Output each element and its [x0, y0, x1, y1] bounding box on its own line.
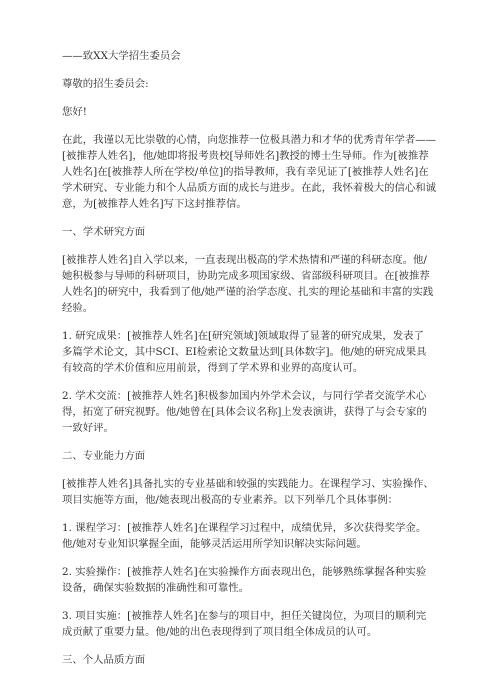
- project-paragraph: [62, 608, 436, 640]
- text-line: 多篇学术论文，其中SCI、EI检索论文数量达到[具体数字]。他/她的研究成果具: [62, 346, 427, 358]
- text-line: 学术研究、专业能力和个人品质方面的成长与进步。在此，我怀着极大的信心和诚: [62, 182, 437, 194]
- research-results-paragraph: [62, 328, 436, 376]
- text-line: [被推荐人姓名]自入学以来，一直表现出极高的学术热情和严谨的科研态度。他/: [62, 254, 427, 266]
- text-line: 意，为[被推荐人姓名]写下这封推荐信。: [62, 198, 247, 210]
- intro-paragraph: [62, 132, 436, 212]
- text-line: [被推荐人姓名]，他/她即将报考贵校[导师姓名]教授的博士生导师。作为[被推荐: [62, 150, 429, 162]
- lab-work-paragraph: [62, 564, 436, 596]
- text-line: 有较高的学术价值和应用前景，得到了学术界和业界的高度认可。: [62, 362, 364, 374]
- text-line: 1. 研究成果：[被推荐人姓名]在[研究领域]领域取得了显著的研究成果，发表了: [62, 330, 424, 342]
- text-line: 设备，确保实验数据的准确性和可靠性。: [62, 582, 250, 594]
- salutation: 尊敬的招生委员会:: [62, 78, 149, 90]
- academic-paragraph: [62, 252, 436, 316]
- section-heading-professional: 二、专业能力方面: [62, 450, 146, 462]
- text-line: 成贡献了重要力量。他/她的出色表现得到了项目组全体成员的认可。: [62, 626, 378, 638]
- letter-body: [62, 48, 436, 680]
- text-line: 得，拓宽了研究视野。他/她曾在[具体会议名称]上发表演讲，获得了与会专家的: [62, 406, 427, 418]
- text-line: [被推荐人姓名]具备扎实的专业基础和较强的实践能力。在课程学习、实验操作、: [62, 478, 434, 490]
- text-line: 她积极参与导师的科研项目，协助完成多项国家级、省部级科研项目。在[被推荐: [62, 270, 430, 282]
- text-line: 一致好评。: [62, 422, 114, 434]
- coursework-paragraph: [62, 520, 436, 552]
- text-line: 3. 项目实施：[被推荐人姓名]在参与的项目中，担任关键岗位，为项目的顺利完: [62, 610, 427, 622]
- section-heading-personal: 三、个人品质方面: [62, 654, 146, 666]
- text-line: 在此，我谨以无比崇敬的心情，向您推荐一位极具潜力和才华的优秀青年学者——: [62, 134, 437, 146]
- greeting: 您好!: [62, 106, 87, 118]
- text-line: 人姓名]的研究中，我看到了他/她严谨的治学态度、扎实的理论基础和丰富的实践: [62, 286, 434, 298]
- text-line: 1. 课程学习：[被推荐人姓名]在课程学习过程中，成绩优异，多次获得奖学金。: [62, 522, 427, 534]
- section-heading-academic: 一、学术研究方面: [62, 226, 146, 238]
- text-line: 2. 实验操作：[被推荐人姓名]在实验操作方面表现出色，能够熟练掌握各种实验: [62, 566, 427, 578]
- text-line: 2. 学术交流：[被推荐人姓名]积极参加国内外学术会议，与同行学者交流学术心: [62, 390, 427, 402]
- academic-exchange-paragraph: [62, 388, 436, 436]
- text-line: 人姓名]在[被推荐人所在学校/单位]的指导教师，我有幸见证了[被推荐人姓名]在: [62, 166, 429, 178]
- text-line: 他/她对专业知识掌握全面，能够灵活运用所学知识解决实际问题。: [62, 538, 367, 550]
- professional-paragraph: [62, 476, 436, 508]
- text-line: 项目实施等方面，他/她表现出极高的专业素养。以下列举几个具体事例：: [62, 494, 398, 506]
- text-line: 经验。: [62, 302, 94, 314]
- addressee-line: ——致XX大学招生委员会: [62, 50, 181, 62]
